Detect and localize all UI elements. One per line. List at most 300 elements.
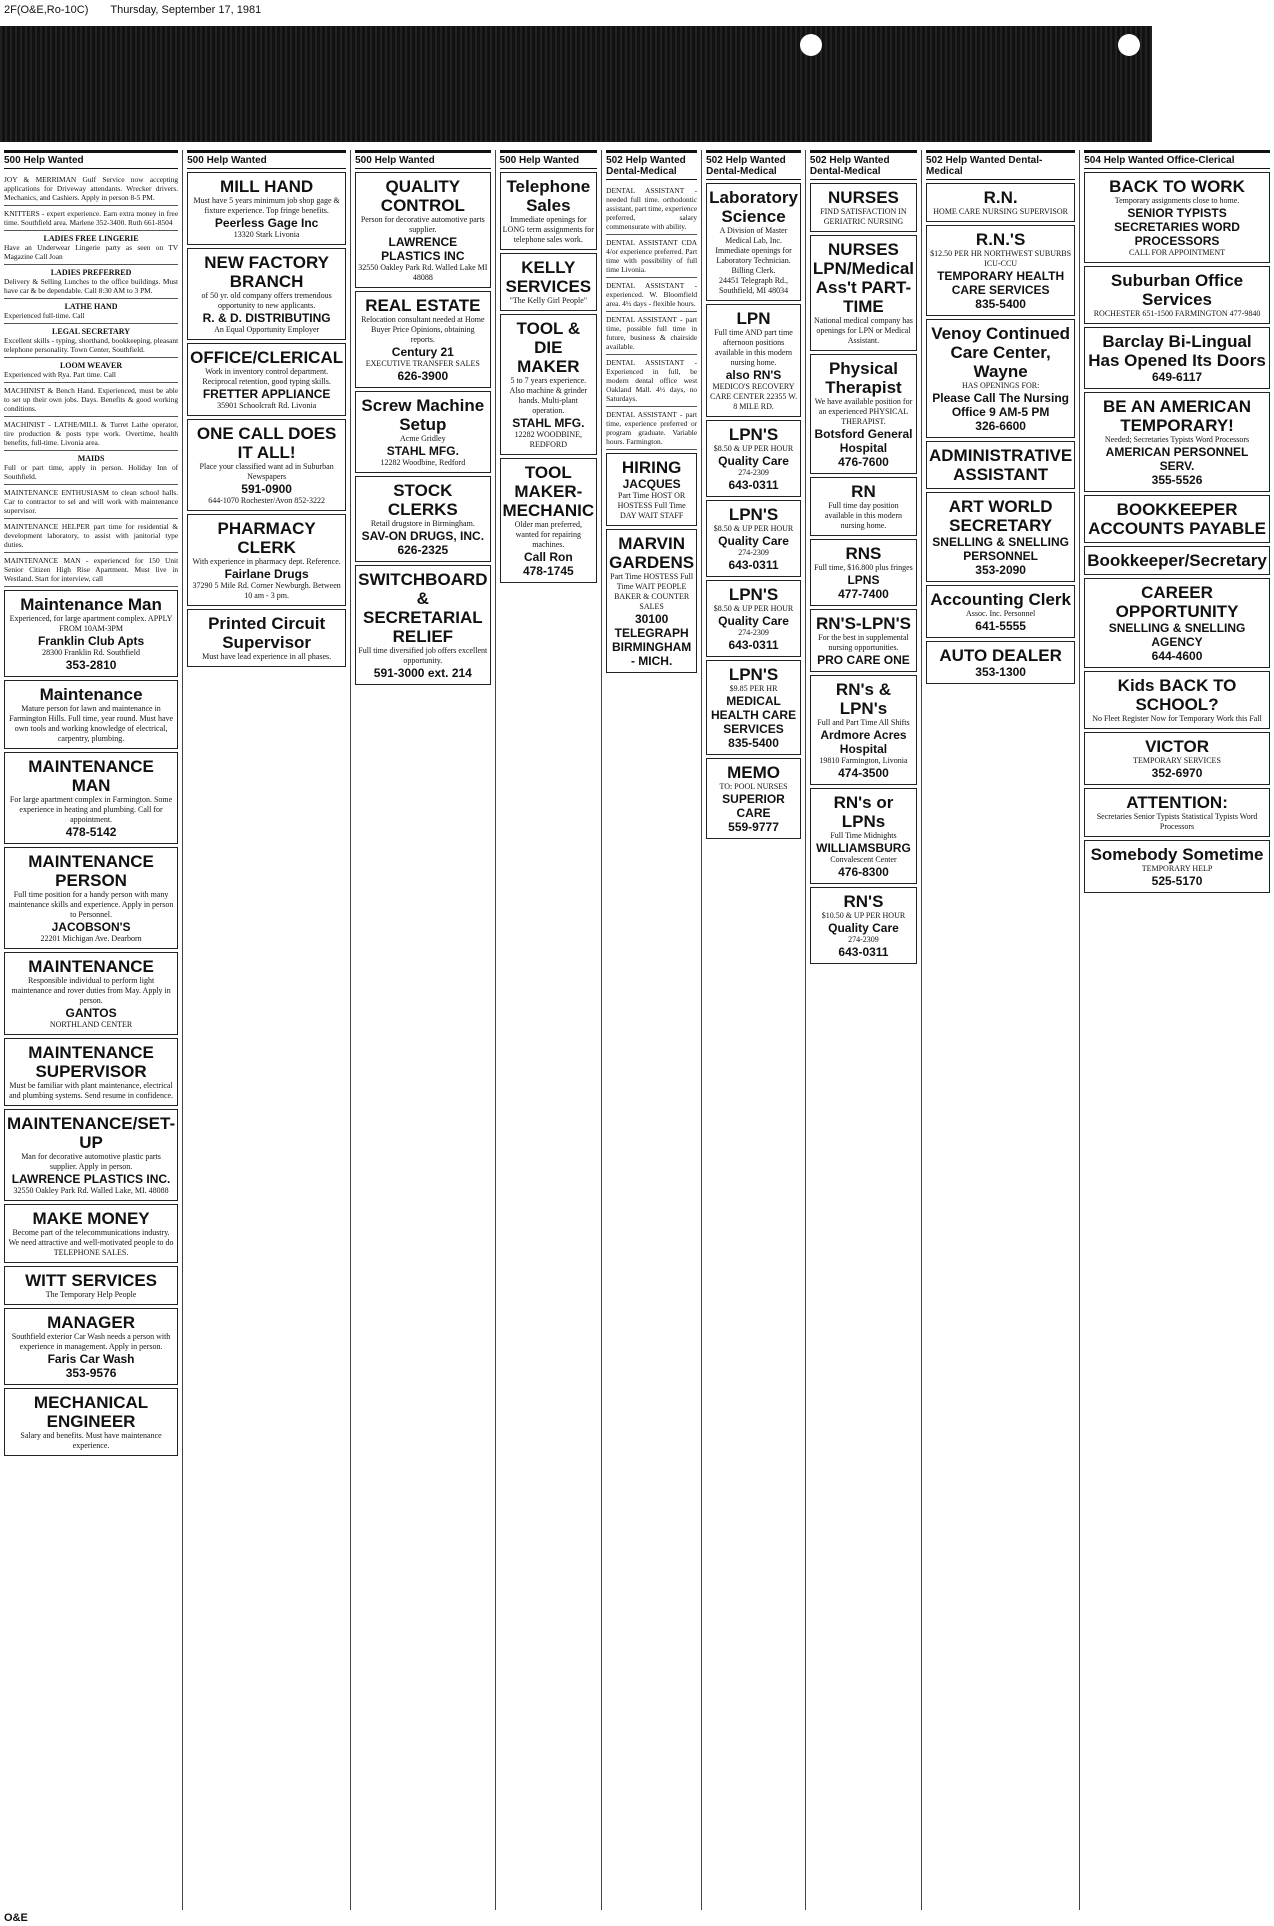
display-ad-company: JACQUES (622, 477, 681, 491)
display-ad (4, 680, 178, 749)
classified-ad (606, 278, 697, 312)
display-ad (810, 609, 917, 672)
display-ad-details: Convalescent Center (830, 855, 897, 864)
classified-ad (606, 312, 697, 355)
display-ad-phone: 626-3900 (397, 369, 449, 383)
display-ad (500, 253, 598, 311)
display-ad (355, 476, 490, 562)
column-heading: 502 Help Wanted Dental-Medical (706, 150, 801, 180)
classified-ad (606, 235, 697, 278)
display-ad-company: Please Call The Nursing Office 9 AM-5 PM (932, 391, 1069, 419)
display-ad-details: MEDICO'S RECOVERY CARE CENTER 22355 W. 8 MILE RD. (709, 382, 798, 411)
display-ad (1084, 788, 1270, 837)
classified-ad (4, 553, 178, 587)
ad-title: LATHE HAND (64, 302, 118, 311)
display-ad-company: STAHL MFG. (512, 416, 585, 430)
classified-ad (4, 358, 178, 383)
issue-date: Thursday, September 17, 1981 (110, 4, 262, 16)
display-ad-body: $8.50 & UP PER HOUR (713, 524, 794, 533)
display-ad-body: Must be familiar with plant maintenance, electrical and plumbing systems. Send resume in confidence. (9, 1081, 174, 1100)
display-ad (926, 441, 1075, 489)
display-ad (706, 500, 801, 577)
display-ad (1084, 495, 1270, 543)
display-ad-headline: ART WORLD SECRETARY (948, 497, 1053, 535)
classified-ad (4, 519, 178, 553)
display-ad-body: FIND SATISFACTION IN GERIATRIC NURSING (820, 207, 907, 226)
display-ad-headline: Accounting Clerk (930, 590, 1071, 609)
column-1 (0, 150, 182, 1910)
display-ad-body: Temporary assignments close to home. (1114, 196, 1240, 205)
display-ad (500, 172, 598, 250)
display-ad (926, 183, 1075, 222)
display-ad-phone: 355-5526 (1151, 473, 1203, 487)
display-ad-body: TO: POOL NURSES (719, 782, 788, 791)
display-ad-body: Immediate openings for LONG term assignments for telephone sales work. (502, 215, 594, 244)
display-ad-headline: ONE CALL DOES IT ALL! (196, 424, 337, 462)
display-ad (606, 529, 697, 673)
display-ad-body: Full time diversified job offers excellent opportunity. (358, 646, 488, 665)
display-ad-headline: Kids BACK TO SCHOOL? (1117, 676, 1237, 714)
display-ad-body: Man for decorative automotive plastic parts supplier. Apply in person. (21, 1152, 161, 1171)
display-ad-headline: Physical Therapist (825, 359, 902, 397)
display-ad-details: Part Time HOST OR HOSTESS Full Time DAY WAIT STAFF (617, 491, 686, 520)
display-ad-headline: VICTOR (1145, 737, 1209, 756)
ad-text: DENTAL ASSISTANT - part time, experience preferred or program graduate. Variable hours. Farmington. (606, 410, 698, 446)
display-ad-details: 35901 Schoolcraft Rd. Livonia (217, 401, 317, 410)
display-ad-company: GANTOS (65, 1006, 117, 1020)
display-ad-headline: CAREER OPPORTUNITY (1115, 583, 1239, 621)
display-ad-headline: LPN'S (728, 505, 779, 524)
column-heading: 500 Help Wanted (355, 150, 490, 169)
display-ad-company: LPNS (847, 573, 880, 587)
display-ad (926, 492, 1075, 582)
display-ad-body: Place your classified want ad in Suburban Newspapers (199, 462, 334, 481)
display-ad (1084, 671, 1270, 729)
dark-banner-image (0, 26, 1152, 142)
display-ad-company: JACOBSON'S (51, 920, 131, 934)
ad-text: Delivery & Selling Lunches to the office buildings. Must have car & be dependable. Call 8:30 AM to 3 PM. (4, 277, 179, 295)
display-ad-details: 22201 Michigan Ave. Dearborn (40, 934, 142, 943)
display-ad (500, 458, 598, 583)
display-ad-phone: 644-4600 (1151, 649, 1203, 663)
display-ad-phone: 559-9777 (728, 820, 779, 834)
display-ad-phone: 474-3500 (838, 766, 889, 780)
display-ad (706, 183, 801, 301)
display-ad-body: Full time AND part time afternoon positions available in this modern nursing home. (714, 328, 793, 367)
display-ad-phone: 626-2325 (397, 543, 449, 557)
display-ad-company: SNELLING & SNELLING AGENCY (1108, 621, 1246, 649)
display-ad-headline: LPN'S (728, 585, 779, 604)
display-ad-company: Peerless Gage Inc (214, 216, 319, 230)
classified-ad (4, 485, 178, 519)
classified-ad (4, 417, 178, 451)
display-ad-details: 32550 Oakley Park Rd. Walled Lake MI 48088 (358, 263, 488, 282)
display-ad (4, 952, 178, 1035)
display-ad-body: Full time, $16.800 plus fringes (814, 563, 913, 572)
display-ad-body: Mature person for lawn and maintenance in Farmington Hills. Full time, year round. Must have own tools and working knowledge of electrical, carpentry, plumbing. (9, 704, 174, 743)
page-header (0, 0, 1152, 20)
display-ad-headline: LPN'S (728, 425, 779, 444)
display-ad (810, 788, 917, 884)
display-ad (500, 314, 598, 455)
display-ad-headline: Suburban Office Services (1110, 271, 1244, 309)
display-ad-phone: 326-6600 (975, 419, 1026, 433)
display-ad (4, 1109, 178, 1201)
display-ad-company: STAHL MFG. (386, 444, 459, 458)
display-ad-headline: Venoy Continued Care Center, Wayne (931, 324, 1071, 381)
display-ad (4, 1308, 178, 1385)
display-ad-phone: 643-0311 (728, 478, 779, 492)
display-ad-body: "The Kelly Girl People" (509, 296, 588, 305)
display-ad-body: $8.50 & UP PER HOUR (713, 604, 794, 613)
display-ad-company: MEDICAL HEALTH CARE SERVICES (710, 694, 797, 736)
ad-text: DENTAL ASSISTANT CDA 4/or experience preferred. Part time with possibility of full time Livonia. (606, 238, 698, 274)
display-ad (1084, 266, 1270, 324)
display-ad (4, 752, 178, 844)
display-ad-company: Century 21 (391, 345, 454, 359)
display-ad (4, 847, 178, 949)
display-ad-phone: 353-1300 (975, 665, 1026, 679)
display-ad-details: 274-2309 (738, 548, 769, 557)
display-ad-phone: 353-9576 (65, 1366, 117, 1380)
display-ad-details: 274-2309 (738, 468, 769, 477)
display-ad-headline: MAINTENANCE PERSON (28, 852, 154, 890)
column-heading: 502 Help Wanted Dental-Medical (606, 150, 697, 180)
display-ad-company: Botsford General Hospital (814, 427, 913, 455)
display-ad-headline: Bookkeeper/Secretary (1087, 551, 1267, 570)
display-ad-headline: NEW FACTORY BRANCH (204, 253, 329, 291)
display-ad-company: LAWRENCE PLASTICS INC. (11, 1172, 171, 1186)
display-ad-body: A Division of Master Medical Lab, Inc. Immediate openings for Laboratory Technician. Billing Clerk. (715, 226, 792, 275)
display-ad (4, 1038, 178, 1106)
display-ad-company: LAWRENCE PLASTICS INC (381, 235, 465, 263)
display-ad (706, 420, 801, 497)
display-ad-headline: MARVIN GARDENS (609, 534, 695, 572)
classified-ad (4, 383, 178, 417)
display-ad-body: $12.50 PER HR NORTHWEST SUBURBS ICU-CCU (930, 249, 1072, 268)
display-ad-headline: RN's or LPNs (833, 793, 894, 831)
display-ad (706, 580, 801, 657)
display-ad-phone: 525-5170 (1151, 874, 1203, 888)
display-ad-headline: R.N.'S (975, 230, 1026, 249)
display-ad-details: CALL FOR APPOINTMENT (1128, 248, 1226, 257)
display-ad-headline: ADMINISTRATIVE ASSISTANT (929, 446, 1073, 484)
display-ad-details: NORTHLAND CENTER (49, 1020, 133, 1029)
display-ad-body: $8.50 & UP PER HOUR (713, 444, 794, 453)
ad-text: Have an Underwear Lingerie party as seen on TV Magazine Call Joan (4, 243, 179, 261)
display-ad-headline: Maintenance Man (20, 595, 162, 614)
display-ad-headline: SWITCHBOARD & SECRETARIAL RELIEF (358, 570, 488, 646)
display-ad-headline: AUTO DEALER (939, 646, 1062, 665)
display-ad-headline: STOCK CLERKS (387, 481, 458, 519)
display-ad-headline: MILL HAND (220, 177, 314, 196)
display-ad-headline: MAINTENANCE MAN (28, 757, 154, 795)
display-ad-details: EXECUTIVE TRANSFER SALES (365, 359, 480, 368)
display-ad-phone: 478-5142 (65, 825, 117, 839)
display-ad (4, 1266, 178, 1305)
display-ad-phone: 352-6970 (1151, 766, 1203, 780)
display-ad-headline: TOOL & DIE MAKER (516, 319, 581, 376)
display-ad-headline: MAINTENANCE SUPERVISOR (28, 1043, 154, 1081)
column-6 (701, 150, 805, 1910)
display-ad-headline: MAINTENANCE (28, 957, 154, 976)
display-ad (1084, 732, 1270, 785)
ad-title: MAIDS (77, 454, 105, 463)
display-ad-headline: QUALITY CONTROL (380, 177, 465, 215)
display-ad (355, 565, 490, 685)
display-ad (187, 514, 346, 606)
display-ad-body: The Temporary Help People (45, 1290, 137, 1299)
classified-ad (4, 172, 178, 206)
display-ad (355, 391, 490, 473)
display-ad-headline: Barclay Bi-Lingual Has Opened Its Doors (1088, 332, 1266, 370)
classified-ad (4, 206, 178, 231)
column-heading: 500 Help Wanted (4, 150, 178, 169)
display-ad-company: Quality Care (828, 921, 899, 935)
display-ad-phone: 641-5555 (975, 619, 1026, 633)
display-ad (187, 343, 346, 416)
display-ad-phone: 476-8300 (838, 865, 889, 879)
display-ad-body: Needed; Secretaries Typists Word Processors (1104, 435, 1250, 444)
display-ad (606, 453, 697, 526)
display-ad-body: For large apartment complex in Farmington. Some experience in heating and plumbing. Call for appointment. (9, 795, 173, 824)
display-ad-company: Ardmore Acres Hospital (820, 728, 907, 756)
display-ad-body: No Fleet Register Now for Temporary Work this Fall (1092, 714, 1262, 723)
display-ad-company: Franklin Club Apts (37, 634, 145, 648)
display-ad (187, 419, 346, 511)
ad-text: Full or part time, apply in person. Holiday Inn of Southfield. (4, 463, 179, 481)
ad-text: Experienced with Rya. Part time. Call (4, 370, 116, 379)
display-ad-headline: RN'S-LPN'S (815, 614, 911, 633)
display-ad-phone: 353-2810 (65, 658, 117, 672)
display-ad-phone: 643-0311 (728, 638, 779, 652)
display-ad-body: ROCHESTER 651-1500 FARMINGTON 477-9840 (1093, 309, 1261, 318)
ad-text: DENTAL ASSISTANT - needed full time. orthodontic assistant, part time, experience preferred, salary commensurate with ability. (606, 186, 698, 231)
ad-text: Experienced full-time. Call (4, 311, 85, 320)
display-ad-headline: Telephone Sales (506, 177, 591, 215)
display-ad-headline: BACK TO WORK (1109, 177, 1245, 196)
display-ad-headline: RN (851, 482, 876, 501)
display-ad-headline: LPN'S (728, 665, 779, 684)
classified-ad (606, 183, 697, 235)
display-ad-body: Retail drugstore in Birmingham. (370, 519, 475, 528)
display-ad-company: Quality Care (718, 454, 789, 468)
display-ad-body: Become part of the telecommunications industry. We need attractive and well-motivated people to do TELEPHONE SALES. (8, 1228, 174, 1257)
ad-text: MAINTENANCE MAN - experienced for 150 Unit Senior Citizen High Rise Apartment. Must live in Westland. Start for interview, call (4, 556, 179, 583)
display-ad-company: SAV-ON DRUGS, INC. (361, 529, 485, 543)
display-ad-body: of 50 yr. old company offers tremendous opportunity to new applicants. (201, 291, 332, 310)
display-ad (355, 172, 490, 288)
classified-columns (0, 150, 1267, 1910)
display-ad-body: TEMPORARY HELP (1141, 864, 1213, 873)
display-ad-details: 13320 Stark Livonia (233, 230, 300, 239)
display-ad-company: Call Ron (523, 550, 573, 564)
display-ad (187, 248, 346, 340)
column-heading: 502 Help Wanted Dental-Medical (810, 150, 917, 180)
display-ad-headline: Laboratory Science (709, 188, 798, 226)
ad-title: LADIES FREE LINGERIE (43, 234, 139, 243)
display-ad (926, 319, 1075, 438)
display-ad (810, 887, 917, 964)
display-ad (810, 235, 917, 351)
display-ad-headline: RN's & LPN's (835, 680, 891, 718)
display-ad-company: SUPERIOR CARE (722, 792, 785, 820)
display-ad-company: Fairlane Drugs (224, 567, 309, 581)
ad-title: LADIES PREFERRED (50, 268, 132, 277)
display-ad-headline: RNS (845, 544, 882, 563)
display-ad-body: Full and Part Time All Shifts (817, 718, 910, 727)
display-ad-headline: MANAGER (47, 1313, 135, 1332)
display-ad-headline: Printed Circuit Supervisor (208, 614, 326, 652)
display-ad-company: Quality Care (718, 534, 789, 548)
column-9 (1079, 150, 1274, 1910)
column-heading: 500 Help Wanted (187, 150, 346, 169)
display-ad-phone: 353-2090 (975, 563, 1026, 577)
display-ad-phone: 643-0311 (838, 945, 889, 959)
display-ad (810, 675, 917, 785)
display-ad-details: 274-2309 (738, 628, 769, 637)
display-ad-body: Secretaries Senior Typists Statistical Typists Word Processors (1096, 812, 1258, 831)
display-ad-phone: 649-6117 (1151, 370, 1203, 384)
display-ad-body: Acme Gridley (400, 434, 446, 443)
display-ad-company: Quality Care (718, 614, 789, 628)
ad-text: DENTAL ASSISTANT - experienced. W. Bloomfield area. 4½ days - flexible hours. (606, 281, 698, 308)
display-ad-body: With experience in pharmacy dept. Reference. (192, 557, 341, 566)
display-ad-company: SNELLING & SNELLING PERSONNEL (932, 535, 1069, 563)
display-ad-company: R. & D. DISTRIBUTING (202, 311, 331, 325)
display-ad-body: Work in inventory control department. Reciprocal retention, good typing skills. (202, 367, 331, 386)
display-ad-phone: 591-3000 ext. 214 (373, 666, 472, 680)
display-ad-body: Part Time HOSTESS Full Time WAIT PEOPLE BAKER & COUNTER SALES (610, 572, 694, 611)
display-ad (4, 1388, 178, 1456)
display-ad-headline: MECHANICAL ENGINEER (33, 1393, 149, 1431)
display-ad-body: Responsible individual to perform light maintenance and rover duties from May. Apply in person. (11, 976, 171, 1005)
display-ad (810, 354, 917, 474)
display-ad-details: 274-2309 (848, 935, 879, 944)
column-3 (350, 150, 494, 1910)
display-ad-phone: 835-5400 (975, 297, 1026, 311)
display-ad-body: We have available position for an experienced PHYSICAL THERAPIST. (814, 397, 913, 426)
display-ad-headline: WITT SERVICES (25, 1271, 158, 1290)
display-ad (187, 609, 346, 667)
display-ad-body: Salary and benefits. Must have maintenance experience. (20, 1431, 162, 1450)
ad-text: KNITTERS - expert experience. Earn extra money in free time. Southfield area. Marlene 352-3400. Ruth 661-8504 (4, 209, 179, 227)
column-7 (805, 150, 921, 1910)
display-ad-details: 32550 Oakley Park Rd. Walled Lake, MI. 48088 (13, 1186, 169, 1195)
display-ad-headline: TOOL MAKER-MECHANIC (502, 463, 595, 520)
display-ad-body: Southfield exterior Car Wash needs a person with experience in management. Apply in person. (11, 1332, 171, 1351)
display-ad-phone: 835-5400 (728, 736, 779, 750)
display-ad-body: TEMPORARY SERVICES (1133, 756, 1221, 765)
display-ad (187, 172, 346, 245)
display-ad-headline: NURSES (828, 188, 899, 207)
ad-title: LEGAL SECRETARY (52, 327, 131, 336)
display-ad-headline: OFFICE/CLERICAL (190, 348, 344, 367)
display-ad-headline: ATTENTION: (1126, 793, 1228, 812)
display-ad-company: WILLIAMSBURG (816, 841, 911, 855)
display-ad (1084, 172, 1270, 263)
display-ad (926, 641, 1075, 684)
display-ad-company: also RN'S (725, 368, 782, 382)
display-ad-details: 644-1070 Rochester/Avon 852-3222 (208, 496, 325, 505)
column-4 (495, 150, 602, 1910)
ad-text: DENTAL ASSISTANT - part time, possible full time in future, business & chairside available. (606, 315, 698, 351)
ad-text: MACHINIST - LATHE/MILL & Turret Lathe operator, tire production & posts type work. Overtime, health benefits, full-time. Livonia area. (4, 420, 179, 447)
display-ad-body: HOME CARE NURSING SUPERVISOR (933, 207, 1068, 216)
display-ad (355, 291, 490, 388)
display-ad-phone: 476-7600 (838, 455, 889, 469)
display-ad-body: Must have 5 years minimum job shop gage & fixture experience. Top fringe benefits. (193, 196, 340, 215)
display-ad-body: Experienced, for large apartment complex. APPLY FROM 10AM-3PM (9, 614, 173, 633)
display-ad (1084, 840, 1270, 893)
classified-ad (4, 451, 178, 485)
display-ad-headline: Somebody Sometime (1090, 845, 1264, 864)
display-ad (810, 477, 917, 536)
ad-text: DENTAL ASSISTANT - Experienced in full, be modern dental office west Oakland Mall. 4½ days, no Saturdays. (606, 358, 698, 403)
ad-title: LOOM WEAVER (59, 361, 123, 370)
display-ad-headline: REAL ESTATE (365, 296, 481, 315)
page-footer: O&E (4, 1912, 28, 1924)
display-ad-details: 24451 Telegraph Rd., Southfield, MI 48034 (718, 276, 789, 295)
display-ad-body: Full time position for a handy person with many maintenance skills and experience. Apply in person to Personnel. (8, 890, 174, 919)
display-ad-headline: Maintenance (39, 685, 143, 704)
display-ad-headline: R.N. (983, 188, 1018, 207)
display-ad-headline: BE AN AMERICAN TEMPORARY! (1103, 397, 1251, 435)
display-ad-headline: KELLY SERVICES (505, 258, 592, 296)
display-ad (706, 660, 801, 755)
display-ad (1084, 546, 1270, 575)
ad-text: MAINTENANCE ENTHUSIASM to clean school halls. Car to contractor to sel and will work with maintenance supervisor. (4, 488, 179, 515)
ad-text: MAINTENANCE HELPER part time for residential & development laboratory, to assist with janitorial type duties. (4, 522, 179, 549)
display-ad-body: $10.50 & UP PER HOUR (821, 911, 906, 920)
display-ad-body: National medical company has openings for LPN or Medical Assistant. (814, 316, 913, 345)
display-ad-headline: MEMO (727, 763, 780, 782)
display-ad (810, 539, 917, 606)
display-ad-company: AMERICAN PERSONNEL SERV. (1105, 445, 1249, 473)
display-ad-headline: BOOKKEEPER ACCOUNTS PAYABLE (1088, 500, 1266, 538)
display-ad-company: 30100 TELEGRAPH BIRMINGHAM - MICH. (611, 612, 692, 668)
display-ad-headline: LPN (736, 309, 771, 328)
display-ad-phone: 477-7400 (838, 587, 889, 601)
display-ad-company: FRETTER APPLIANCE (202, 387, 331, 401)
binding-hole (800, 34, 822, 56)
column-8 (921, 150, 1079, 1910)
display-ad-headline: RN'S (843, 892, 884, 911)
display-ad-body: Relocation consultant needed at Home Buyer Price Opinions, obtaining reports. (361, 315, 485, 344)
display-ad (926, 225, 1075, 316)
display-ad-headline: MAINTENANCE/SET-UP (7, 1114, 176, 1152)
display-ad-body: For the best in supplemental nursing opportunities. (818, 633, 909, 652)
display-ad-company: PRO CARE ONE (817, 653, 910, 667)
column-heading: 500 Help Wanted (500, 150, 598, 169)
display-ad-body: Full Time Midnights (830, 831, 897, 840)
classified-ad (4, 299, 178, 324)
display-ad (1084, 392, 1270, 492)
display-ad (4, 1204, 178, 1263)
display-ad-body: Full time day position available in this modern nursing home. (824, 501, 902, 530)
display-ad (706, 758, 801, 839)
column-heading: 502 Help Wanted Dental-Medical (926, 150, 1075, 180)
display-ad-details: 19810 Farmington, Livonia (819, 756, 908, 765)
display-ad-headline: PHARMACY CLERK (217, 519, 316, 557)
display-ad-body: Older man preferred, wanted for repairing machines. (514, 520, 582, 549)
display-ad-details: 37290 5 Mile Rd. Corner Newburgh. Between 10 am - 3 pm. (192, 581, 341, 600)
section-code: 2F(O&E,Ro-10C) (4, 4, 89, 16)
display-ad (1084, 327, 1270, 389)
classified-ad (606, 407, 697, 450)
display-ad (706, 304, 801, 417)
classified-ad (606, 355, 697, 407)
